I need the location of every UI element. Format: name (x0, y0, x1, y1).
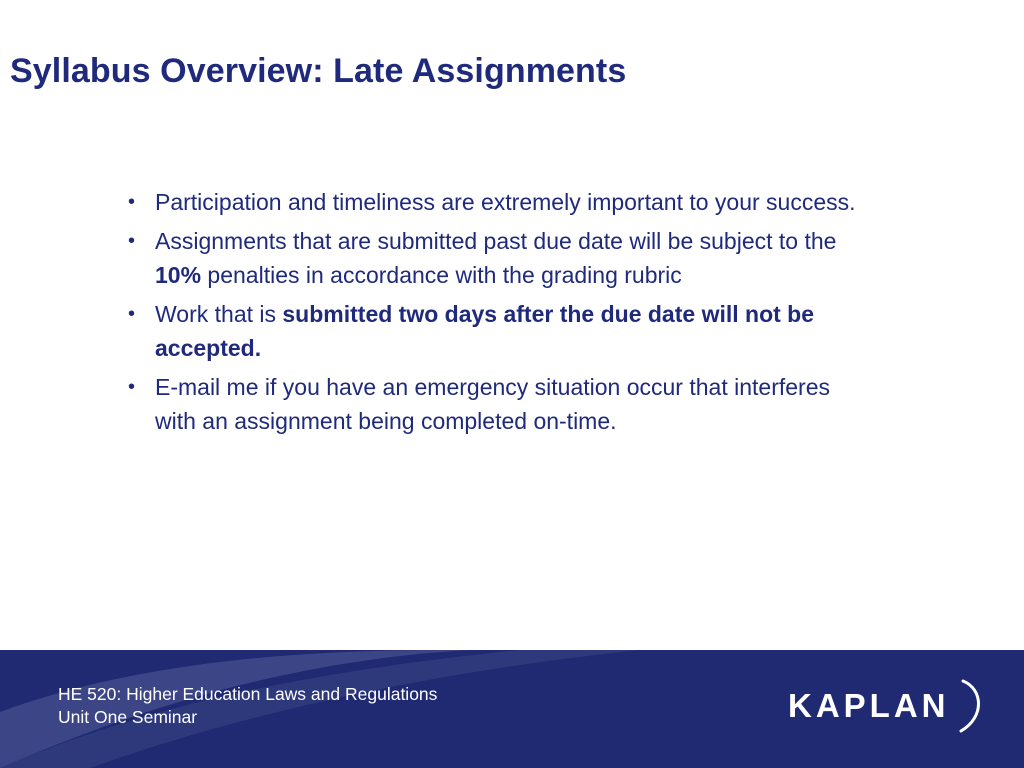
bullet-bold-text: submitted two days after the due date will not be accepted. (155, 300, 815, 361)
bullet-item (128, 370, 873, 439)
bullet-glyph: • (128, 302, 136, 325)
footer-bar (0, 650, 1024, 768)
slide-title: Syllabus Overview: Late Assignments (10, 52, 627, 90)
bullet-item (128, 185, 873, 220)
bullet-glyph: • (128, 375, 136, 398)
seminar-label: Unit One Seminar (58, 707, 198, 727)
bullet-glyph: • (128, 229, 136, 252)
course-info (58, 683, 437, 729)
bullet-text: Participation and timeliness are extremely important to your success. (155, 189, 856, 215)
kaplan-logo (785, 677, 990, 737)
bullet-list (128, 185, 873, 443)
bullet-glyph: • (128, 191, 136, 213)
course-title: HE 520: Higher Education Laws and Regulations (58, 684, 438, 704)
bullet-item (128, 297, 873, 366)
logo-wordmark: KAPLAN (788, 687, 950, 724)
bullet-text: E-mail me if you have an emergency situation occur that interferes with an assignment being completed on-time. (155, 373, 830, 434)
bullet-text: Assignments that are submitted past due date will be subject to the (155, 227, 837, 254)
bullet-text: Work that is (155, 300, 283, 327)
bullet-text-tail: penalties in accordance with the grading rubric (201, 262, 682, 288)
bullet-item (128, 224, 873, 293)
bullet-bold-text: 10% (155, 262, 202, 288)
